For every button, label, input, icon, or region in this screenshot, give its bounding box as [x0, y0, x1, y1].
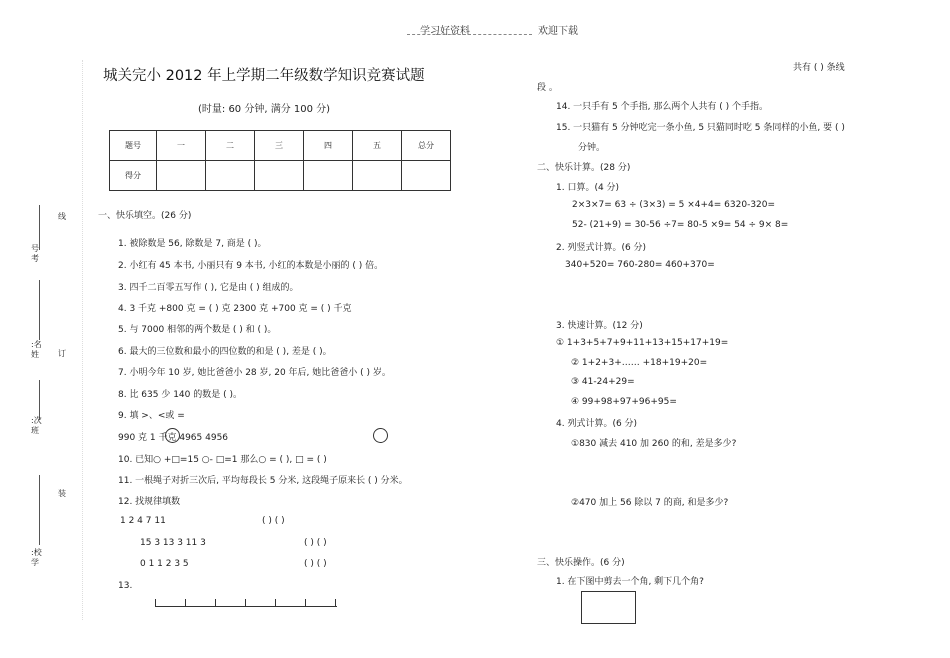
pattern-row-1-blanks: ( ) ( ) [262, 516, 285, 526]
compare-circle-2[interactable] [373, 428, 388, 443]
question-3: 3. 四千二百零五写作 ( ), 它是由 ( ) 组成的。 [118, 283, 299, 293]
score-input-cell[interactable] [255, 161, 304, 191]
formula-heading: 4. 列式计算。(6 分) [556, 419, 638, 429]
question-8: 8. 比 635 少 140 的数是 ( )。 [118, 390, 242, 400]
score-table-cell: 一 [157, 131, 206, 161]
cut-corner-rectangle [581, 591, 636, 624]
header-left: 学习好资料 [420, 26, 470, 37]
question-11: 11. 一根绳子对折三次后, 平均每段长 5 分米, 这段绳子原来长 ( ) 分米。 [118, 476, 408, 486]
question-14: 14. 一只手有 5 个手指, 那么两个人共有 ( ) 个手指。 [556, 102, 768, 112]
pattern-row-1: 1 2 4 7 11 [120, 516, 166, 526]
line-count-text: 共有 ( ) 条线 [793, 63, 845, 73]
oral-heading: 1. 口算。(4 分) [556, 183, 620, 193]
line-count-suffix: 段 。 [537, 83, 558, 93]
vertical-row: 340+520= 760-280= 460+370= [565, 260, 715, 270]
vertical-heading: 2. 列竖式计算。(6 分) [556, 243, 647, 253]
oral-row-2: 52- (21+9) = 30-56 ÷7= 80-5 ×9= 54 ÷ 9× 8= [572, 220, 789, 230]
question-9-row: 990 克 1 千克 4965 4956 [118, 433, 229, 443]
pattern-row-2-blanks: ( ) ( ) [304, 538, 327, 548]
oral-row-1: 2×3×7= 63 ÷ (3×3) = 5 ×4+4= 6320-320= [572, 200, 776, 210]
formula-1: ①830 减去 410 加 260 的和, 差是多少? [571, 439, 737, 449]
question-2: 2. 小红有 45 本书, 小丽只有 9 本书, 小红的本数是小丽的 ( ) 倍。 [118, 261, 384, 271]
fast-2: ② 1+2+3+…… +18+19+20= [571, 358, 708, 368]
binding-kaohao: 号 考 [31, 244, 39, 263]
score-table [109, 130, 451, 191]
score-input-cell[interactable] [157, 161, 206, 191]
question-13: 13. [118, 581, 133, 591]
section3-heading: 三、快乐操作。(6 分) [537, 558, 625, 568]
score-table-cell: 题号 [110, 131, 157, 161]
section2-heading: 二、快乐计算。(28 分) [537, 163, 631, 173]
compare-circle-1[interactable] [165, 428, 180, 443]
binding-zhuang: 装 [58, 489, 66, 498]
question-15-cont: 分钟。 [578, 143, 606, 153]
binding-banci: :次 班 [31, 416, 42, 435]
question-1: 1. 被除数是 56, 除数是 7, 商是 ( )。 [118, 239, 267, 249]
section1-heading: 一、快乐填空。(26 分) [98, 211, 192, 221]
question-4: 4. 3 千克 +800 克 = ( ) 克 2300 克 +700 克 = ( ) 千克 [118, 304, 352, 314]
score-table-cell: 五 [353, 131, 402, 161]
operation-1: 1. 在下图中剪去一个角, 剩下几个角? [556, 577, 704, 587]
score-table-cell: 四 [304, 131, 353, 161]
score-table-cell: 二 [206, 131, 255, 161]
score-table-header-row [110, 131, 451, 161]
question-12: 12. 找规律填数 [118, 497, 181, 507]
score-table-cell: 三 [255, 131, 304, 161]
fast-1: ① 1+3+5+7+9+11+13+15+17+19= [556, 338, 729, 348]
margin-guide [82, 60, 83, 620]
binding-ding: 订 [58, 349, 66, 358]
binding-xuexiao: :校 学 [31, 548, 42, 567]
binding-xian: 线 [58, 212, 66, 221]
score-input-cell[interactable] [304, 161, 353, 191]
fast-4: ④ 99+98+97+96+95= [571, 397, 677, 407]
question-6: 6. 最大的三位数和最小的四位数的和是 ( ), 差是 ( )。 [118, 347, 332, 357]
question-15: 15. 一只猫有 5 分钟吃完一条小鱼, 5 只猫同时吃 5 条同样的小鱼, 要 ( ) [556, 123, 845, 133]
score-input-cell[interactable] [353, 161, 402, 191]
score-input-cell[interactable] [206, 161, 255, 191]
pattern-row-2: 15 3 13 3 11 3 [140, 538, 206, 548]
header-dashed-line [407, 34, 532, 35]
pattern-row-3-blanks: ( ) ( ) [304, 559, 327, 569]
binding-xingming: :名 姓 [31, 340, 42, 359]
header-right: 欢迎下载 [538, 26, 578, 37]
question-5: 5. 与 7000 相邻的两个数是 ( ) 和 ( )。 [118, 325, 277, 335]
score-table-score-row [110, 161, 451, 191]
question-10: 10. 已知○ +□=15 ○- □=1 那么○ = ( ), □ = ( ) [118, 455, 327, 465]
score-table-cell: 得分 [110, 161, 157, 191]
pattern-row-3: 0 1 1 2 3 5 [140, 559, 189, 569]
question-7: 7. 小明今年 10 岁, 她比爸爸小 28 岁, 20 年后, 她比爸爸小 ( ) 岁。 [118, 368, 391, 378]
page-subtitle: (时量: 60 分钟, 满分 100 分) [198, 104, 331, 115]
page-title: 城关完小 2012 年上学期二年级数学知识竞赛试题 [103, 68, 425, 84]
score-table-cell: 总分 [402, 131, 451, 161]
fast-heading: 3. 快速计算。(12 分) [556, 321, 643, 331]
fast-3: ③ 41-24+29= [571, 377, 635, 387]
score-input-cell[interactable] [402, 161, 451, 191]
formula-2: ②470 加上 56 除以 7 的商, 和是多少? [571, 498, 729, 508]
question-9: 9. 填 >、<或 = [118, 411, 185, 421]
